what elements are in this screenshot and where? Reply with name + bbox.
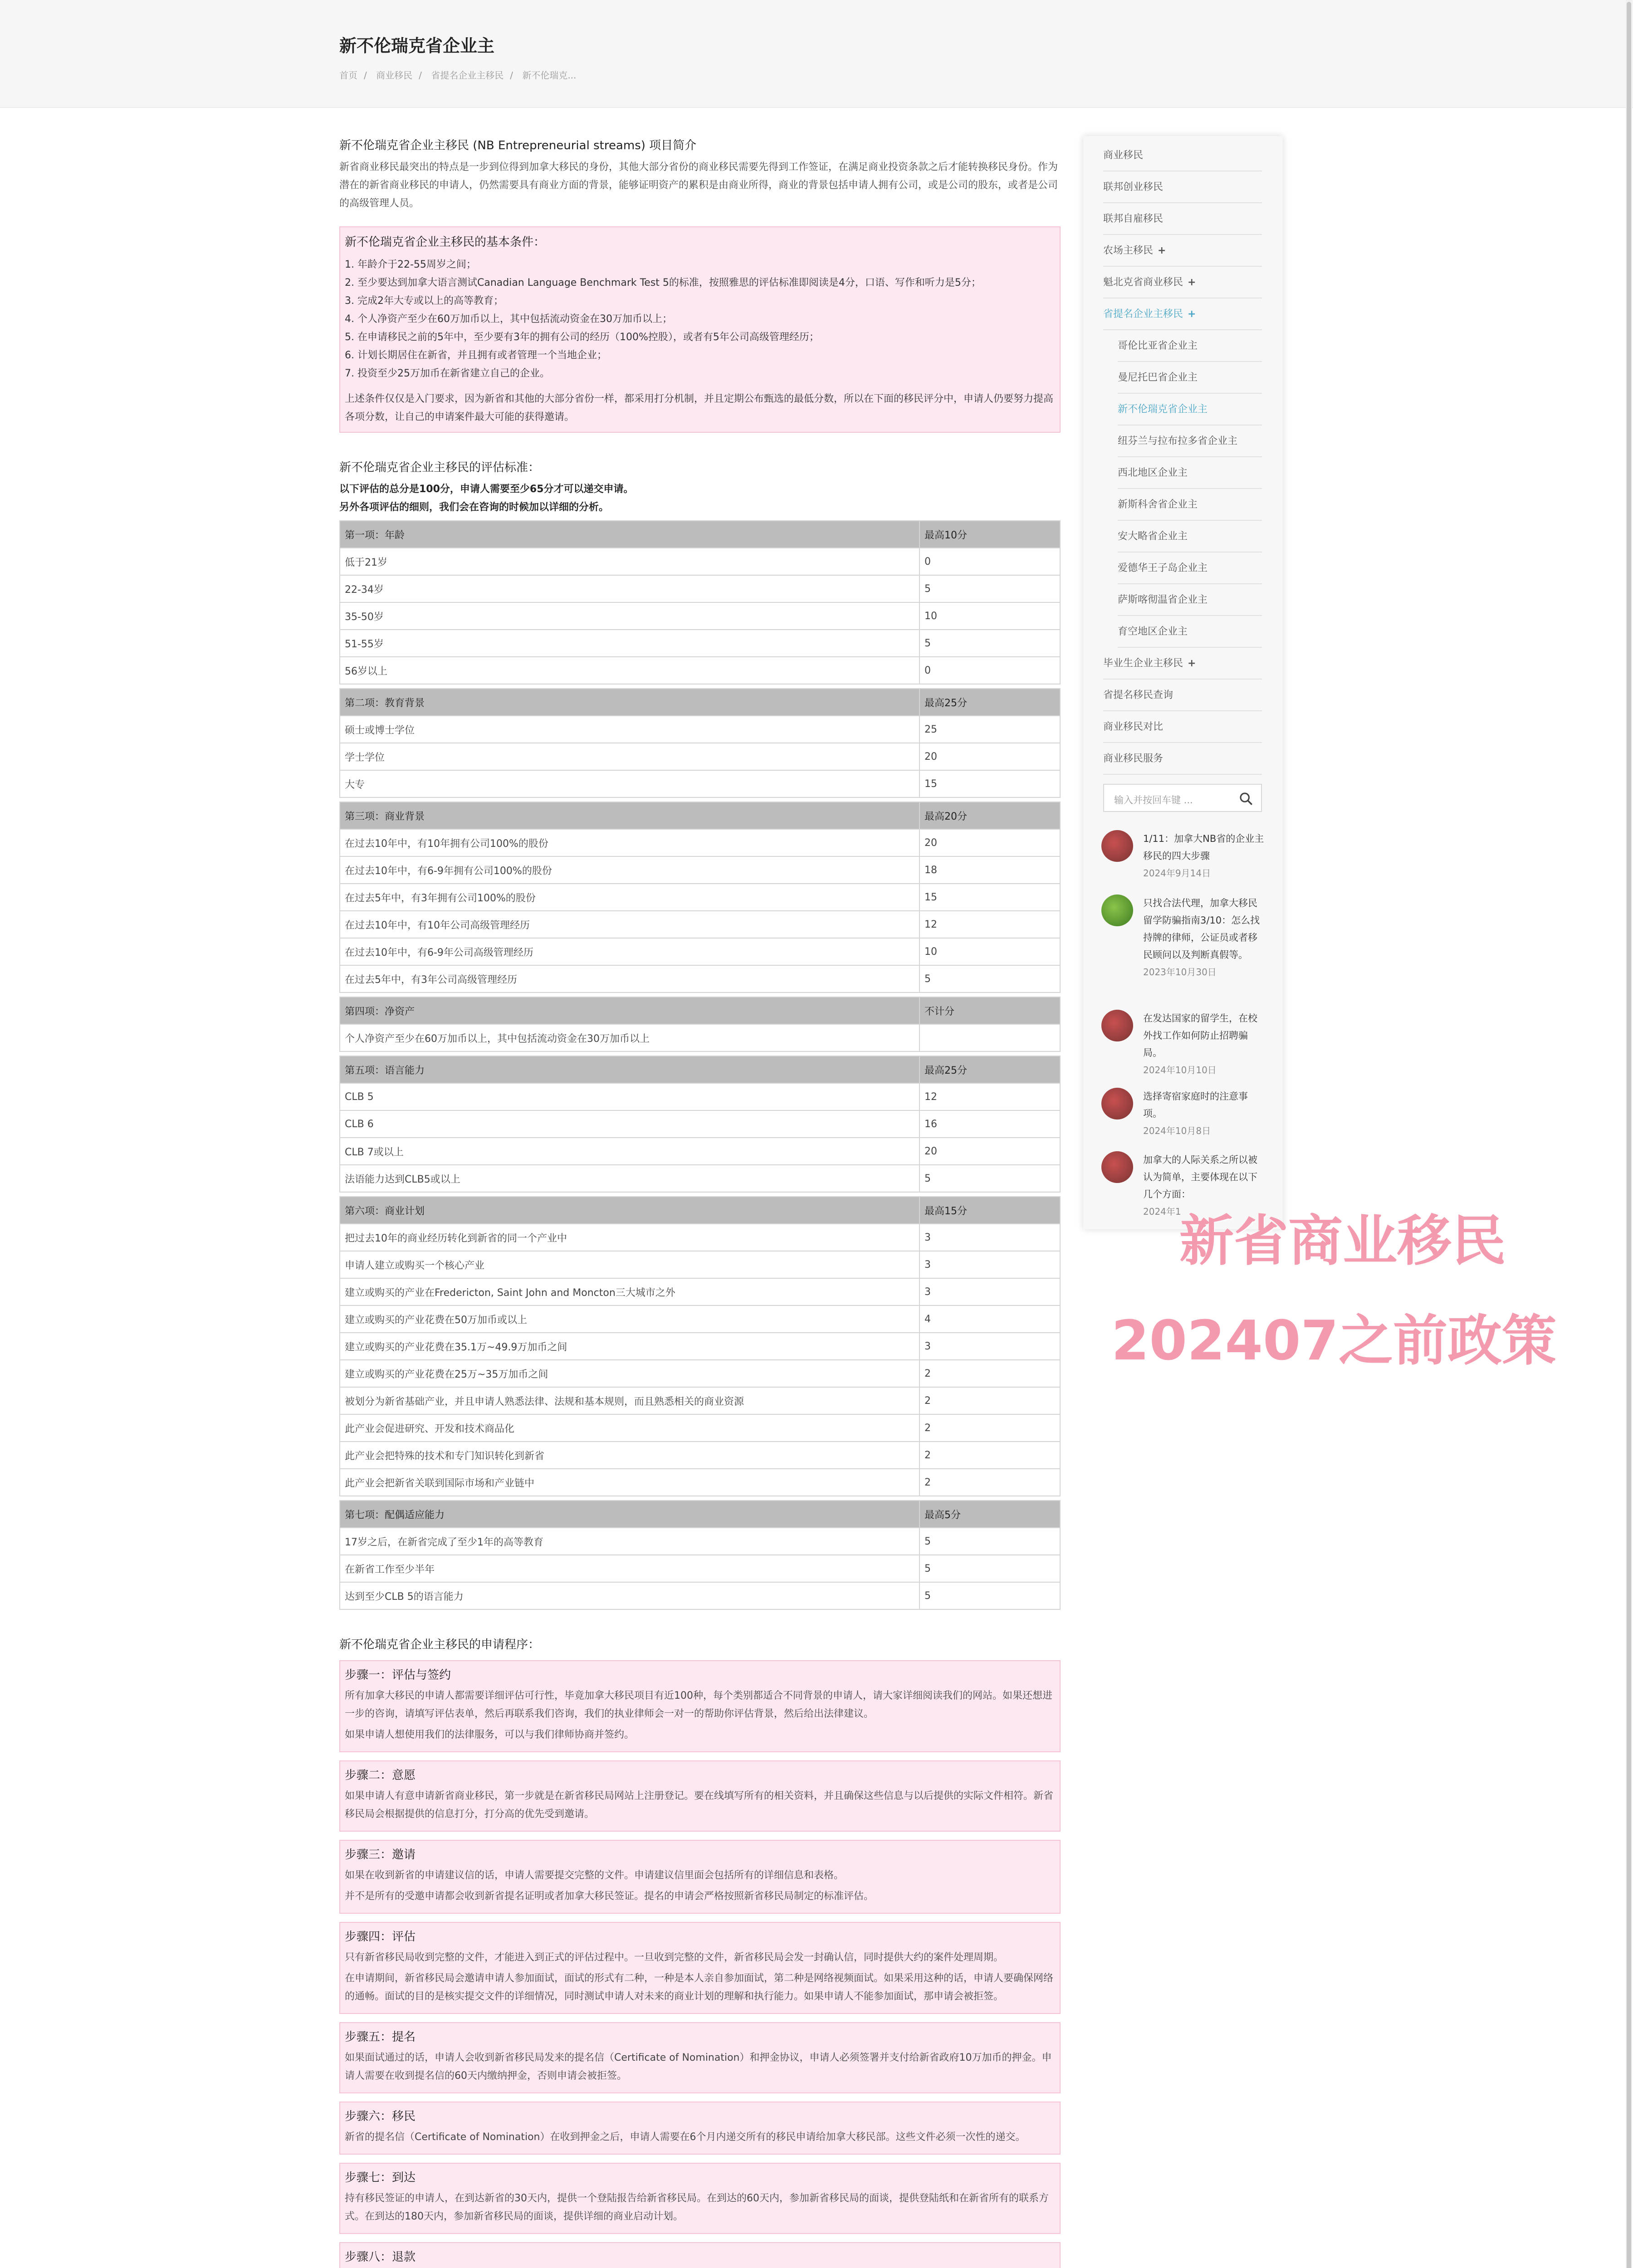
table-row [340,657,1060,684]
table-row [340,1165,1060,1192]
table-row [340,1024,1060,1051]
score-cell: 4 [919,1305,1060,1333]
condition-item: 6. 计划长期居住在新省，并且拥有或者管理一个当地企业； [345,350,607,361]
score-cell: 18 [919,856,1060,884]
menu-item-label: 商业移民 [1103,150,1144,161]
sidebar-menu-item[interactable] [1118,616,1262,648]
step-title: 步骤六：移民 [345,2110,416,2123]
table-row [340,1414,1060,1442]
step-title: 步骤一：评估与签约 [345,1668,451,1682]
menu-item-label: 育空地区企业主 [1118,626,1188,637]
post-title[interactable]: 在发达国家的留学生，在校外找工作如何防止招聘骗局。 [1143,1013,1257,1058]
score-cell: 16 [919,1110,1060,1138]
table-row [340,1442,1060,1469]
table-row [340,716,1060,743]
table-row [340,856,1060,884]
post-title[interactable]: 只找合法代理，加拿大移民留学防骗指南3/10：怎么找持牌的律师，公证员或者移民顾问以及判断真假等。 [1143,898,1260,960]
post-thumbnail[interactable] [1101,1088,1133,1119]
scrollbar-thumb[interactable] [1627,2,1631,2268]
post-date: 2023年10月30日 [1143,967,1217,978]
criterion-cell: 达到至少CLB 5的语言能力 [340,1582,919,1609]
step-text: 新省的提名信（Certificate of Nomination）在收到押金之后，申请人需要在6个月内递交所有的移民申请给加拿大移民部。这些文件必须一次性的递交。 [345,2131,1026,2143]
table-row [340,1387,1060,1414]
post-date: 2024年9月14日 [1143,868,1211,879]
post-thumbnail[interactable] [1101,1151,1133,1183]
score-cell [919,1024,1060,1051]
procedure-title: 新不伦瑞克省企业主移民的申请程序： [339,1638,540,1652]
conditions-note: 上述条件仅仅是入门要求，因为新省和其他的大部分省份一样，都采用打分机制，并且定期公布甄选的最低分数，所以在下面的移民评分中，申请人仍要努力提高各项分数，让自己的申请案件最大可能的获得邀请。 [345,393,1054,423]
criterion-cell: 在新省工作至少半年 [340,1555,919,1582]
post-date: 2024年1 [1143,1206,1181,1217]
score-cell: 3 [919,1224,1060,1251]
criterion-cell: 申请人建立或购买一个核心产业 [340,1251,919,1278]
table-gap [340,797,1060,802]
score-cell: 20 [919,1138,1060,1165]
score-cell: 15 [919,770,1060,797]
menu-item-label: 省提名移民查询 [1103,689,1173,701]
table-gap [340,1496,1060,1501]
criterion-cell: 此产业会把特殊的技术和专门知识转化到新省 [340,1442,919,1469]
intro-text: 新省商业移民最突出的特点是一步到位得到加拿大移民的身份，其他大部分省份的商业移民需要先得到工作签证，在满足商业投资条款之后才能转换移民身份。作为潜在的新省商业移民的申请人，仍然需要具有商业方面的背景，能够证明资产的累积是由商业所得，商业的背景包括申请人拥有公司，或是公司的股东，或者是公司的高级管理人员。 [339,161,1058,209]
condition-item: 7. 投资至少25万加币在新省建立自己的企业。 [345,368,550,379]
score-cell: 12 [919,911,1060,938]
table-row [340,829,1060,856]
score-cell: 10 [919,602,1060,630]
table-section-header [340,689,1060,716]
score-cell: 5 [919,575,1060,602]
procedure-step [339,1840,1061,1914]
condition-item: 1. 年龄介于22-55周岁之间； [345,259,476,270]
step-title: 步骤二：意愿 [345,1769,416,1782]
sidebar-menu-item[interactable] [1118,330,1262,362]
sidebar-menu-item[interactable] [1118,457,1262,489]
sidebar-menu-item[interactable] [1118,552,1262,584]
sidebar-menu-item[interactable] [1103,679,1262,711]
table-row [340,1083,1060,1110]
menu-item-label: 商业移民服务 [1103,753,1164,764]
table-section-header [340,997,1060,1024]
criterion-cell: 学士学位 [340,743,919,770]
step-text: 并不是所有的受邀申请都会收到新省提名证明或者加拿大移民签证。提名的申请会严格按照新省移民局制定的标准评估。 [345,1891,874,1902]
condition-item: 4. 个人净资产至少在60万加币以上，其中包括流动资金在30万加币以上； [345,313,672,325]
table-row [340,548,1060,575]
post-thumbnail[interactable] [1101,894,1133,926]
table-section-header [340,1197,1060,1224]
sidebar-menu-item[interactable] [1103,711,1262,743]
breadcrumb-business[interactable]: 商业移民 [376,70,413,81]
criterion-cell: 建立或购买的产业花费在50万加币或以上 [340,1305,919,1333]
score-cell: 5 [919,965,1060,992]
condition-item: 3. 完成2年大专或以上的高等教育； [345,295,504,307]
score-cell: 5 [919,1582,1060,1609]
score-cell: 0 [919,657,1060,684]
criterion-cell: 35-50岁 [340,602,919,630]
score-cell: 3 [919,1333,1060,1360]
step-title: 步骤三：邀请 [345,1848,416,1862]
post-date: 2024年10月8日 [1143,1125,1211,1136]
search-icon[interactable] [1238,791,1254,807]
section-max: 最高15分 [919,1197,1060,1224]
menu-item-label: 安大略省企业主 [1118,531,1188,542]
step-text: 只有新省移民局收到完整的文件，才能进入到正式的评估过程中。一旦收到完整的文件，新省移民局会发一封确认信，同时提供大约的案件处理周期。 [345,1952,1004,1963]
breadcrumb-home[interactable]: 首页 [339,70,357,81]
criterion-cell: 建立或购买的产业在Fredericton, Saint John and Moncton三大城市之外 [340,1278,919,1305]
score-cell: 2 [919,1414,1060,1442]
table-gap [340,1051,1060,1056]
assessment-line: 另外各项评估的细则，我们会在咨询的时候加以详细的分析。 [339,502,609,513]
step-text: 如果申请人想使用我们的法律服务，可以与我们律师协商并签约。 [345,1729,635,1740]
step-text: 所有加拿大移民的申请人都需要详细评估可行性，毕竟加拿大移民项目有近100种，每个类别都适合不同背景的申请人，请大家详细阅读我们的网站。如果还想进一步的咨询，请填写评估表单，然后再联系我们咨询，我们的执业律师会一对一的帮助你评估背景，然后给出法律建议。 [345,1690,1052,1720]
criterion-cell: 大专 [340,770,919,797]
breadcrumb-separator: / [510,70,513,81]
table-row [340,1582,1060,1609]
sidebar-menu-item[interactable] [1118,521,1262,552]
criterion-cell: 此产业会把新省关联到国际市场和产业链中 [340,1469,919,1496]
score-cell: 15 [919,884,1060,911]
sidebar-menu-item[interactable] [1118,489,1262,521]
post-title[interactable]: 加拿大的人际关系之所以被认为简单，主要体现在以下几个方面： [1143,1154,1257,1200]
sidebar-menu-item[interactable] [1103,298,1262,330]
step-text: 在申请期间，新省移民局会邀请申请人参加面试，面试的形式有二种，一种是本人亲自参加面试，第二种是网络视频面试。如果采用这种的话，申请人要确保网络的通畅。面试的目的是核实提交文件的详细情况，同时测试申请人对未来的商业计划的理解和执行能力。如果申请人不能参加面试，那申请会被拒签。 [345,1973,1054,2002]
expand-plus-icon[interactable]: + [1188,277,1196,288]
sidebar-menu-item[interactable] [1118,394,1262,425]
table-row [340,911,1060,938]
assessment-section [339,458,1061,1610]
menu-item-label: 萨斯喀彻温省企业主 [1118,594,1208,606]
section-name: 第六项：商业计划 [340,1197,919,1224]
section-name: 第五项：语言能力 [340,1056,919,1083]
menu-item-label: 新不伦瑞克省企业主 [1118,404,1208,415]
main-content [339,136,1061,2268]
criterion-cell: 法语能力达到CLB5或以上 [340,1165,919,1192]
table-section-header [340,802,1060,829]
criterion-cell: 在过去5年中，有3年公司高级管理经历 [340,965,919,992]
condition-item: 5. 在申请移民之前的5年中，至少要有3年的拥有公司的经历（100%控股），或者有5年公司高级管理经历； [345,332,819,343]
sidebar-menu-item[interactable] [1118,425,1262,457]
table-row [340,1555,1060,1582]
page-header [0,0,1633,108]
breadcrumb [339,68,576,81]
table-row [340,1333,1060,1360]
section-max: 不计分 [919,997,1060,1024]
step-text: 如果面试通过的话，申请人会收到新省移民局发来的提名信（Certificate of Nomination）和押金协议，申请人必须签署并支付给新省政府10万加币的押金。申请人需要在收到提名信的60天内缴纳押金，否则申请会被拒签。 [345,2052,1052,2082]
table-row [340,1360,1060,1387]
menu-item-label: 省提名企业主移民 [1103,308,1183,320]
criterion-cell: 22-34岁 [340,575,919,602]
criterion-cell: 56岁以上 [340,657,919,684]
menu-item-label: 曼尼托巴省企业主 [1118,372,1198,383]
expand-plus-icon[interactable]: + [1188,658,1196,669]
criterion-cell: 被划分为新省基础产业，并且申请人熟悉法律、法规和基本规则，而且熟悉相关的商业资源 [340,1387,919,1414]
criterion-cell: CLB 5 [340,1083,919,1110]
score-cell: 5 [919,1555,1060,1582]
score-cell: 2 [919,1387,1060,1414]
table-row [340,1528,1060,1555]
watermark-line2: 202407之前政策 [1111,1310,1556,1373]
criterion-cell: 建立或购买的产业花费在35.1万~49.9万加币之间 [340,1333,919,1360]
criterion-cell: 个人净资产至少在60万加币以上，其中包括流动资金在30万加币以上 [340,1024,919,1051]
assessment-table [339,520,1061,1610]
menu-item-label: 爱德华王子岛企业主 [1118,562,1208,574]
criterion-cell: 建立或购买的产业花费在25万~35万加币之间 [340,1360,919,1387]
table-row [340,965,1060,992]
score-cell: 5 [919,630,1060,657]
menu-item-label: 农场主移民 [1103,245,1154,256]
procedure-step [339,1660,1061,1752]
criterion-cell: 在过去5年中，有3年拥有公司100%的股份 [340,884,919,911]
score-cell: 2 [919,1469,1060,1496]
sidebar-menu-item[interactable] [1103,648,1262,679]
menu-item-label: 新斯科舍省企业主 [1118,499,1198,510]
assessment-line: 以下评估的总分是100分，申请人需要至少65分才可以递交申请。 [339,484,634,495]
section-name: 第一项：年龄 [340,521,919,548]
criterion-cell: 低于21岁 [340,548,919,575]
conditions-box [339,226,1061,433]
table-section-header [340,1056,1060,1083]
sidebar-menu-item[interactable] [1118,362,1262,394]
criterion-cell: 在过去10年中，有10年拥有公司100%的股份 [340,829,919,856]
intro-title: 新不伦瑞克省企业主移民 (NB Entrepreneurial streams) 项目简介 [339,139,697,152]
step-text: 如果申请人有意申请新省商业移民，第一步就是在新省移民局网站上注册登记。要在线填写所有的相关资料，并且确保这些信息与以后提供的实际文件相符。新省移民局会根据提供的信息打分，打分高的优先受到邀请。 [345,1790,1054,1820]
sidebar [1083,136,1283,1229]
step-title: 步骤四：评估 [345,1930,416,1944]
breadcrumb-separator: / [364,70,367,81]
score-cell: 12 [919,1083,1060,1110]
menu-item-label: 魁北克省商业移民 [1103,277,1183,288]
procedure-step [339,2163,1061,2234]
section-max: 最高25分 [919,689,1060,716]
table-gap [340,1192,1060,1197]
table-row [340,938,1060,965]
breadcrumb-pnp[interactable]: 省提名企业主移民 [431,70,504,81]
section-max: 最高10分 [919,521,1060,548]
criterion-cell: 51-55岁 [340,630,919,657]
procedure-section [339,1635,1061,2268]
table-section-header [340,1501,1060,1528]
menu-item-label: 联邦创业移民 [1103,181,1164,193]
menu-item-label: 纽芬兰与拉布拉多省企业主 [1118,435,1238,447]
table-row [340,884,1060,911]
criterion-cell: CLB 7或以上 [340,1138,919,1165]
search-input[interactable] [1103,784,1262,812]
menu-item-label: 哥伦比亚省企业主 [1118,340,1198,352]
score-cell: 0 [919,548,1060,575]
sidebar-menu-item[interactable] [1118,584,1262,616]
menu-item-label: 西北地区企业主 [1118,467,1188,479]
sidebar-menu-item[interactable] [1103,140,1262,171]
criterion-cell: 在过去10年中，有6-9年公司高级管理经历 [340,938,919,965]
criterion-cell: 17岁之后，在新省完成了至少1年的高等教育 [340,1528,919,1555]
post-title[interactable]: 选择寄宿家庭时的注意事项。 [1143,1091,1248,1119]
score-cell: 2 [919,1360,1060,1387]
score-cell: 10 [919,938,1060,965]
section-name: 第三项：商业背景 [340,802,919,829]
table-row [340,1251,1060,1278]
table-row [340,1110,1060,1138]
table-row [340,1469,1060,1496]
table-gap [340,992,1060,997]
score-cell: 3 [919,1278,1060,1305]
sidebar-menu-item[interactable] [1103,235,1262,267]
step-text: 持有移民签证的申请人，在到达新省的30天内，提供一个登陆报告给新省移民局。在到达的60天内，参加新省移民局的面谈，提供登陆纸和在新省所有的联系方式。在到达的180天内，参加新省移民局的面谈，提供详细的商业启动计划。 [345,2193,1049,2222]
sidebar-menu-item[interactable] [1103,743,1262,775]
table-row [340,602,1060,630]
search-placeholder: 输入并按回车键 ... [1114,795,1193,806]
menu-item-label: 联邦自雇移民 [1103,213,1164,225]
table-row [340,770,1060,797]
procedure-step [339,2242,1061,2268]
procedure-step [339,1760,1061,1832]
sidebar-menu-item[interactable] [1103,203,1262,235]
score-cell: 25 [919,716,1060,743]
conditions-title: 新不伦瑞克省企业主移民的基本条件： [345,235,546,249]
section-max: 最高5分 [919,1501,1060,1528]
post-thumbnail[interactable] [1101,1010,1133,1041]
score-cell: 3 [919,1251,1060,1278]
procedure-step [339,2102,1061,2155]
step-title: 步骤五：提名 [345,2030,416,2044]
breadcrumb-current: 新不伦瑞克... [522,70,577,81]
procedure-step [339,1922,1061,2014]
section-name: 第二项：教育背景 [340,689,919,716]
table-row [340,1305,1060,1333]
post-thumbnail[interactable] [1101,830,1133,862]
table-row [340,1138,1060,1165]
expand-plus-icon[interactable]: + [1158,245,1166,256]
section-max: 最高20分 [919,802,1060,829]
watermark-line1: 新省商业移民 [1179,1210,1506,1273]
table-row [340,743,1060,770]
section-name: 第七项：配偶适应能力 [340,1501,919,1528]
criterion-cell: 此产业会促进研究、开发和技术商品化 [340,1414,919,1442]
table-section-header [340,521,1060,548]
step-text: 如果在收到新省的申请建议信的话，申请人需要提交完整的文件。申请建议信里面会包括所有的详细信息和表格。 [345,1870,844,1881]
table-row [340,1278,1060,1305]
post-title[interactable]: 1/11：加拿大NB省的企业主移民的四大步骤 [1143,833,1264,861]
criterion-cell: 在过去10年中，有6-9年拥有公司100%的股份 [340,856,919,884]
procedure-step [339,2022,1061,2093]
menu-item-label: 商业移民对比 [1103,721,1164,733]
criterion-cell: 硕士或博士学位 [340,716,919,743]
assessment-title: 新不伦瑞克省企业主移民的评估标准： [339,461,540,474]
table-row [340,575,1060,602]
table-gap [340,684,1060,689]
score-cell: 2 [919,1442,1060,1469]
menu-item-label: 毕业生企业主移民 [1103,658,1183,669]
scrollbar[interactable] [1626,0,1632,2268]
expand-plus-icon[interactable]: + [1188,308,1196,320]
section-name: 第四项：净资产 [340,997,919,1024]
table-row [340,1224,1060,1251]
score-cell: 5 [919,1528,1060,1555]
section-max: 最高25分 [919,1056,1060,1083]
score-cell: 5 [919,1165,1060,1192]
criterion-cell: 把过去10年的商业经历转化到新省的同一个产业中 [340,1224,919,1251]
condition-item: 2. 至少要达到加拿大语言测试Canadian Language Benchmark Test 5的标准，按照雅思的评估标准即阅读是4分，口语、写作和听力是5分； [345,277,981,288]
sidebar-menu-item[interactable] [1103,267,1262,298]
table-row [340,630,1060,657]
score-cell: 20 [919,829,1060,856]
criterion-cell: CLB 6 [340,1110,919,1138]
post-date: 2024年10月10日 [1143,1065,1217,1075]
score-cell: 20 [919,743,1060,770]
breadcrumb-separator: / [419,70,422,81]
step-title: 步骤八：退款 [345,2250,416,2264]
step-title: 步骤七：到达 [345,2171,416,2185]
sidebar-menu-item[interactable] [1103,171,1262,203]
criterion-cell: 在过去10年中，有10年公司高级管理经历 [340,911,919,938]
page-title: 新不伦瑞克省企业主 [339,36,495,56]
